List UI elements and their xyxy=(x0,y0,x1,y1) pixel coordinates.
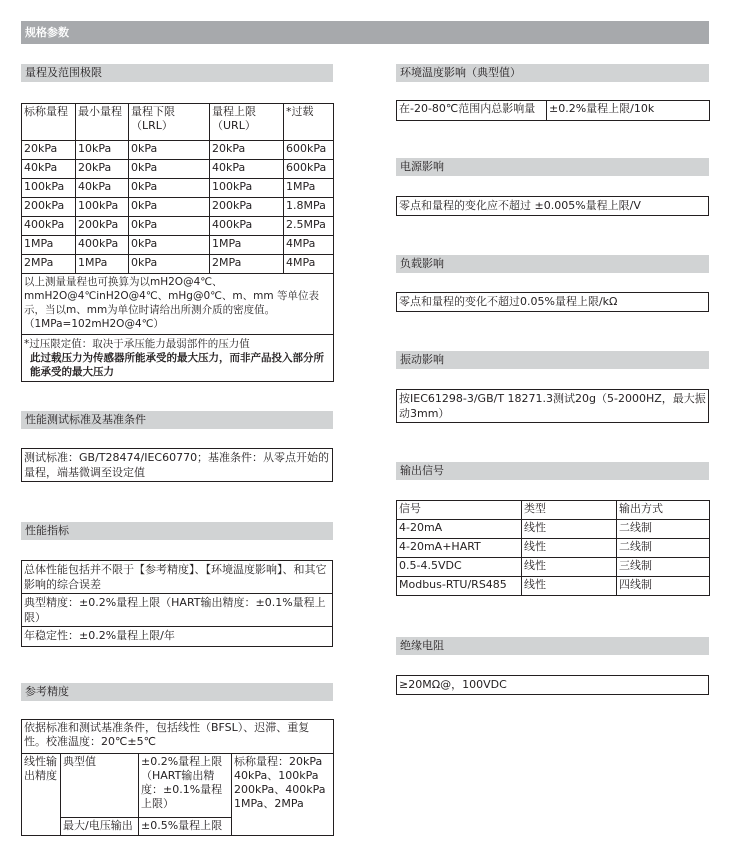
table-row xyxy=(397,520,710,539)
cell: 二线制 xyxy=(617,539,710,558)
cell: 线性 xyxy=(522,558,617,577)
cell: 1MPa xyxy=(284,179,334,198)
cell: 线性 xyxy=(522,539,617,558)
insulation-box xyxy=(396,675,709,695)
test-standard-box xyxy=(21,448,333,482)
accuracy-label: 线性输出精度 xyxy=(22,754,61,836)
performance-typical: 典型精度：±0.2%量程上限（HART输出精度：±0.1%量程上限） xyxy=(22,594,332,627)
cell: 200kPa xyxy=(22,198,76,217)
table-row xyxy=(397,558,710,577)
cell: 三线制 xyxy=(617,558,710,577)
cell: 400kPa xyxy=(22,217,76,236)
performance-header: 性能指标 xyxy=(21,522,333,540)
accuracy-intro-row xyxy=(22,720,334,754)
column-header: 标称量程 xyxy=(22,104,76,141)
cell: 线性 xyxy=(522,577,617,596)
cell: 1MPa xyxy=(22,236,76,255)
column-header: 信号 xyxy=(397,501,522,520)
cell: 0kPa xyxy=(129,198,210,217)
table-row xyxy=(22,255,334,274)
insulation-header: 绝缘电阻 xyxy=(396,637,709,655)
column-header: 类型 xyxy=(522,501,617,520)
range-table xyxy=(21,103,334,382)
output-table-header xyxy=(397,501,710,520)
cell: 10kPa xyxy=(76,141,129,160)
cell: 4MPa xyxy=(284,236,334,255)
table-row xyxy=(22,179,334,198)
table-row xyxy=(397,577,710,596)
cell: 40kPa xyxy=(210,160,284,179)
test-standard-text: 测试标准：GB/T28474/IEC60770；基准条件：从零点开始的量程，端基微调至设定值 xyxy=(24,451,330,479)
cell: 20kPa xyxy=(210,141,284,160)
cell: 400kPa xyxy=(210,217,284,236)
cell: 400kPa xyxy=(76,236,129,255)
cell: 600kPa xyxy=(284,160,334,179)
overload-note xyxy=(22,335,334,382)
max-label: 最大/电压输出 xyxy=(61,818,139,836)
cell: 4-20mA xyxy=(397,520,522,539)
cell: 1MPa xyxy=(76,255,129,274)
cell: Modbus-RTU/RS485 xyxy=(397,577,522,596)
ambient-header: 环境温度影响（典型值） xyxy=(396,64,709,82)
ambient-value: ±0.2%量程上限/10k xyxy=(547,101,710,121)
load-box xyxy=(396,292,709,312)
vibration-box xyxy=(396,389,709,423)
load-header: 负载影响 xyxy=(396,255,709,273)
output-header: 输出信号 xyxy=(396,462,709,480)
table-row xyxy=(22,236,334,255)
range-note-row xyxy=(22,274,334,335)
test-standard-header: 性能测试标准及基准条件 xyxy=(21,411,333,429)
cell: 100kPa xyxy=(210,179,284,198)
vibration-header: 振动影响 xyxy=(396,351,709,369)
typical-ranges: 标称量程：20kPa 40kPa、100kPa 200kPa、400kPa 1MPa、2MPa xyxy=(232,754,334,836)
load-text: 零点和量程的变化不超过0.05%量程上限/kΩ xyxy=(399,295,618,308)
column-header: 最小量程 xyxy=(76,104,129,141)
overload-note-row xyxy=(22,335,334,382)
cell: 四线制 xyxy=(617,577,710,596)
typical-value: ±0.2%量程上限（HART输出精度：±0.1%量程上限） xyxy=(139,754,232,818)
column-header: 输出方式 xyxy=(617,501,710,520)
ambient-label: 在-20-80℃范围内总影响量 xyxy=(397,101,547,121)
cell: 0kPa xyxy=(129,217,210,236)
cell: 二线制 xyxy=(617,520,710,539)
cell: 线性 xyxy=(522,520,617,539)
insulation-text: ≥20MΩ@，100VDC xyxy=(399,678,507,691)
cell: 4-20mA+HART xyxy=(397,539,522,558)
cell: 0kPa xyxy=(129,236,210,255)
cell: 20kPa xyxy=(76,160,129,179)
cell: 2MPa xyxy=(22,255,76,274)
cell: 2.5MPa xyxy=(284,217,334,236)
accuracy-table xyxy=(21,719,334,836)
cell: 0kPa xyxy=(129,141,210,160)
table-row xyxy=(22,160,334,179)
accuracy-typical-row xyxy=(22,754,334,818)
performance-box xyxy=(21,560,333,647)
cell: 200kPa xyxy=(76,217,129,236)
range-header: 量程及范围极限 xyxy=(21,64,333,82)
vibration-text: 按IEC61298-3/GB/T 18271.3测试20g（5-2000HZ，最大振动3mm） xyxy=(399,392,706,420)
range-note: 以上测量量程也可换算为以mH2O@4℃、mmH2O@4℃inH2O@4℃、mHg@0℃、m、mm 等单位表示，当以m、mm为单位时请给出所测介质的密度值。（1MPa=102mH2O@4℃） xyxy=(22,274,334,335)
cell: 100kPa xyxy=(76,198,129,217)
cell: 200kPa xyxy=(210,198,284,217)
ambient-row xyxy=(397,101,710,121)
power-text: 零点和量程的变化应不超过 ±0.005%量程上限/V xyxy=(399,199,641,212)
cell: 0kPa xyxy=(129,255,210,274)
output-table xyxy=(396,500,710,596)
cell: 40kPa xyxy=(22,160,76,179)
max-value: ±0.5%量程上限 xyxy=(139,818,232,836)
cell: 2MPa xyxy=(210,255,284,274)
performance-stability: 年稳定性：±0.2%量程上限/年 xyxy=(24,629,175,642)
power-box xyxy=(396,196,709,216)
cell: 0.5-4.5VDC xyxy=(397,558,522,577)
range-table-header xyxy=(22,104,334,141)
accuracy-header: 参考精度 xyxy=(21,683,333,701)
overload-note-line1: *过压限定值：取决于承压能力最弱部件的压力值 xyxy=(24,338,250,350)
cell: 600kPa xyxy=(284,141,334,160)
column-header: *过载 xyxy=(284,104,334,141)
column-header: 量程上限 （URL） xyxy=(210,104,284,141)
overload-note-line2: 此过载压力为传感器所能承受的最大压力，而非产品投入部分所能承受的最大压力 xyxy=(30,352,324,378)
cell: 0kPa xyxy=(129,160,210,179)
column-header: 量程下限 （LRL） xyxy=(129,104,210,141)
table-row xyxy=(22,141,334,160)
cell: 20kPa xyxy=(22,141,76,160)
table-row xyxy=(397,539,710,558)
cell: 1.8MPa xyxy=(284,198,334,217)
table-row xyxy=(22,198,334,217)
performance-overall: 总体性能包括并不限于【参考精度】、【环境温度影响】、和其它影响的综合误差 xyxy=(22,561,332,594)
ambient-table xyxy=(396,100,710,121)
table-row xyxy=(22,217,334,236)
cell: 1MPa xyxy=(210,236,284,255)
cell: 4MPa xyxy=(284,255,334,274)
cell: 0kPa xyxy=(129,179,210,198)
page-title: 规格参数 xyxy=(21,21,709,44)
accuracy-intro: 依据标准和测试基准条件，包括线性（BFSL）、迟滞、重复性。校准温度：20℃±5℃ xyxy=(22,720,334,754)
power-header: 电源影响 xyxy=(396,158,709,176)
typical-label: 典型值 xyxy=(61,754,139,818)
cell: 100kPa xyxy=(22,179,76,198)
cell: 40kPa xyxy=(76,179,129,198)
